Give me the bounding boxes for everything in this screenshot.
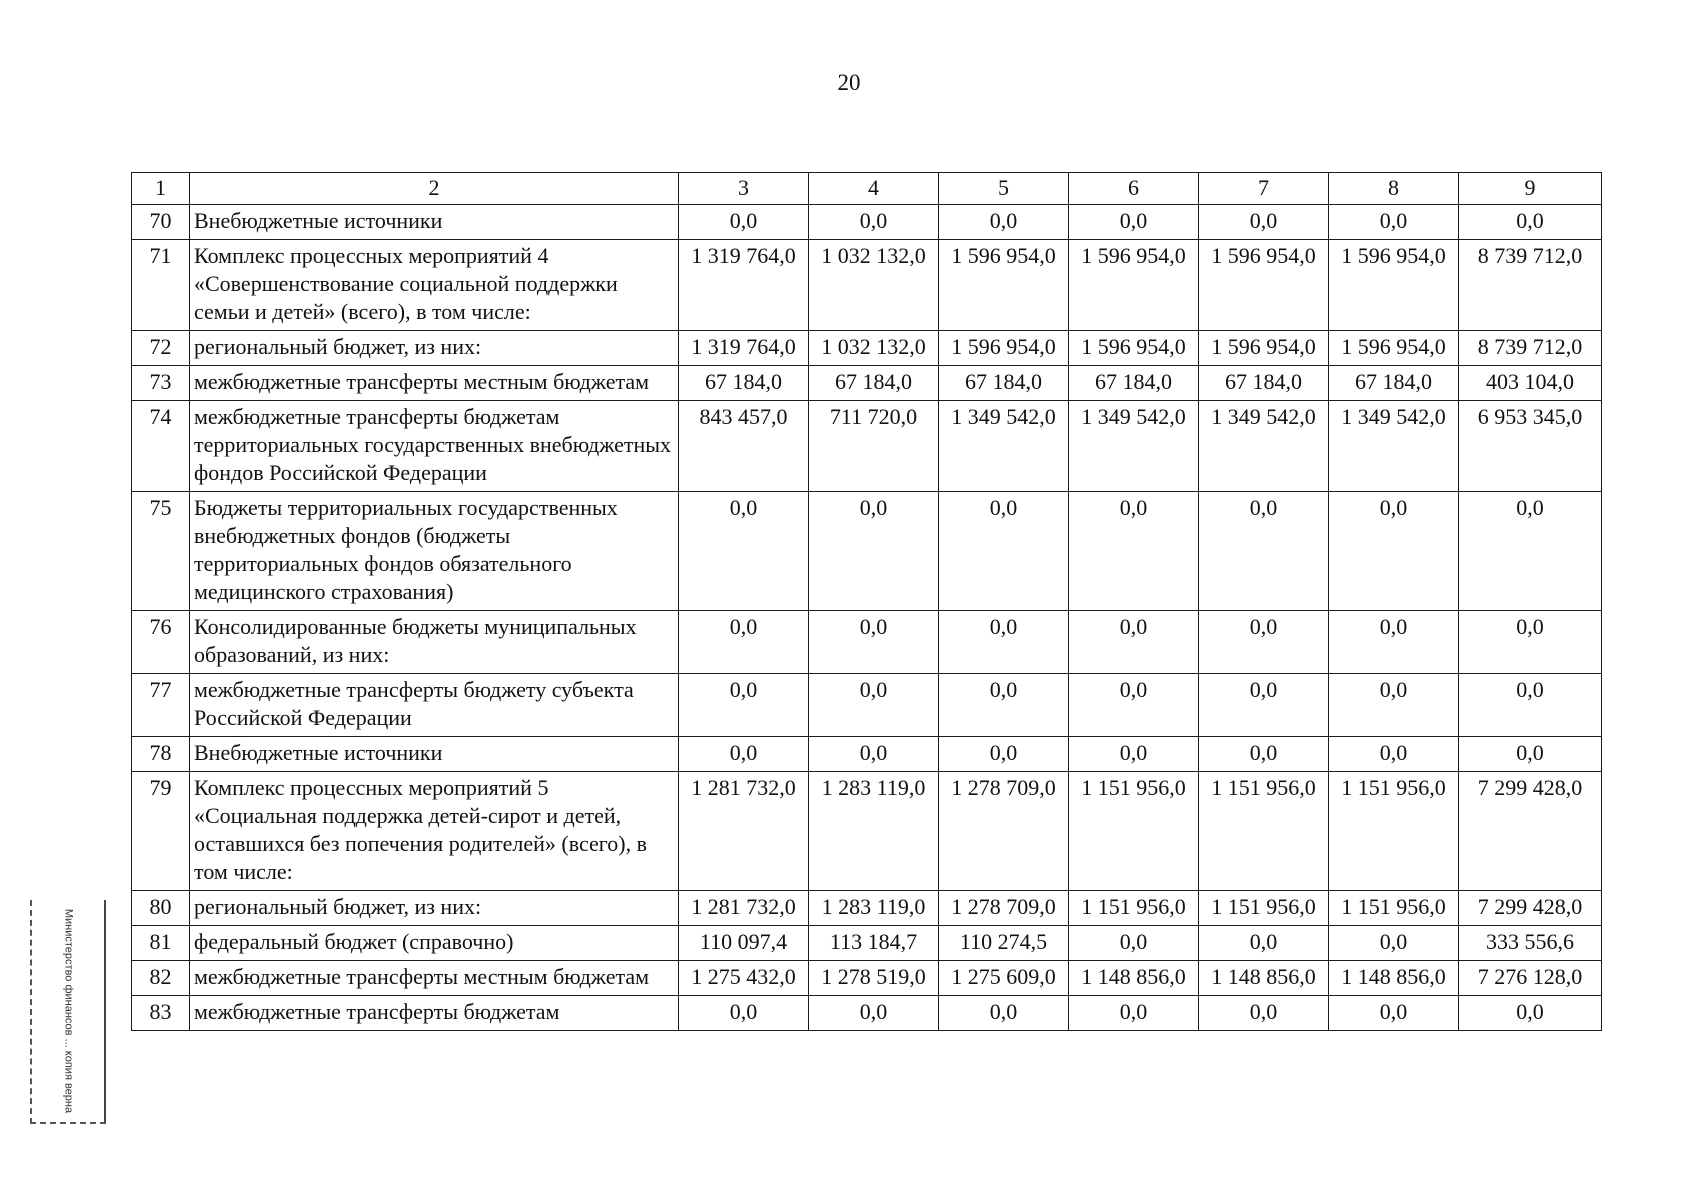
table-row — [132, 996, 1602, 1031]
value-cell-col8: 1 596 954,0 — [1329, 240, 1459, 331]
value-cell-col7: 1 148 856,0 — [1199, 961, 1329, 996]
value-cell-col3: 843 457,0 — [679, 401, 809, 492]
value-cell-col4: 1 283 119,0 — [809, 891, 939, 926]
table-row — [132, 772, 1602, 891]
row-name: региональный бюджет, из них: — [190, 891, 679, 926]
value-cell-col7: 0,0 — [1199, 205, 1329, 240]
value-cell-col9: 7 276 128,0 — [1459, 961, 1602, 996]
row-name: межбюджетные трансферты местным бюджетам — [190, 961, 679, 996]
value-cell-col8: 1 349 542,0 — [1329, 401, 1459, 492]
value-cell-col4: 711 720,0 — [809, 401, 939, 492]
value-cell-col9: 0,0 — [1459, 611, 1602, 674]
value-cell-col6: 0,0 — [1069, 996, 1199, 1031]
table-row — [132, 891, 1602, 926]
table-row — [132, 366, 1602, 401]
value-cell-col5: 1 278 709,0 — [939, 891, 1069, 926]
table-row — [132, 926, 1602, 961]
header-cell-3: 3 — [679, 173, 809, 205]
table-row — [132, 961, 1602, 996]
value-cell-col8: 1 151 956,0 — [1329, 891, 1459, 926]
row-name: межбюджетные трансферты местным бюджетам — [190, 366, 679, 401]
row-number: 72 — [132, 331, 190, 366]
value-cell-col8: 0,0 — [1329, 996, 1459, 1031]
value-cell-col3: 110 097,4 — [679, 926, 809, 961]
row-number: 80 — [132, 891, 190, 926]
value-cell-col8: 0,0 — [1329, 205, 1459, 240]
value-cell-col4: 0,0 — [809, 611, 939, 674]
value-cell-col9: 403 104,0 — [1459, 366, 1602, 401]
value-cell-col8: 1 148 856,0 — [1329, 961, 1459, 996]
value-cell-col4: 113 184,7 — [809, 926, 939, 961]
table-header-row — [132, 173, 1602, 205]
table-row — [132, 737, 1602, 772]
value-cell-col4: 0,0 — [809, 205, 939, 240]
value-cell-col3: 1 275 432,0 — [679, 961, 809, 996]
value-cell-col5: 0,0 — [939, 737, 1069, 772]
value-cell-col6: 67 184,0 — [1069, 366, 1199, 401]
value-cell-col8: 1 151 956,0 — [1329, 772, 1459, 891]
header-cell-8: 8 — [1329, 173, 1459, 205]
value-cell-col5: 0,0 — [939, 205, 1069, 240]
value-cell-col3: 1 319 764,0 — [679, 331, 809, 366]
value-cell-col7: 1 151 956,0 — [1199, 772, 1329, 891]
row-number: 74 — [132, 401, 190, 492]
value-cell-col4: 0,0 — [809, 737, 939, 772]
table-row — [132, 492, 1602, 611]
value-cell-col9: 333 556,6 — [1459, 926, 1602, 961]
row-number: 70 — [132, 205, 190, 240]
page-number: 20 — [837, 70, 861, 95]
value-cell-col6: 1 596 954,0 — [1069, 240, 1199, 331]
value-cell-col3: 0,0 — [679, 674, 809, 737]
value-cell-col7: 1 151 956,0 — [1199, 891, 1329, 926]
table-row — [132, 401, 1602, 492]
official-stamp — [30, 900, 106, 1124]
header-cell-7: 7 — [1199, 173, 1329, 205]
value-cell-col6: 1 349 542,0 — [1069, 401, 1199, 492]
header-cell-6: 6 — [1069, 173, 1199, 205]
value-cell-col5: 110 274,5 — [939, 926, 1069, 961]
row-name: межбюджетные трансферты бюджетам — [190, 996, 679, 1031]
value-cell-col9: 6 953 345,0 — [1459, 401, 1602, 492]
value-cell-col8: 0,0 — [1329, 737, 1459, 772]
value-cell-col5: 1 278 709,0 — [939, 772, 1069, 891]
header-cell-9: 9 — [1459, 173, 1602, 205]
value-cell-col5: 67 184,0 — [939, 366, 1069, 401]
row-name: Бюджеты территориальных государственных внебюджетных фондов (бюджеты территориальных фондов обязательного медицинского страхования) — [190, 492, 679, 611]
row-number: 83 — [132, 996, 190, 1031]
table-row — [132, 674, 1602, 737]
value-cell-col4: 1 278 519,0 — [809, 961, 939, 996]
value-cell-col7: 1 349 542,0 — [1199, 401, 1329, 492]
value-cell-col9: 0,0 — [1459, 996, 1602, 1031]
value-cell-col6: 1 151 956,0 — [1069, 891, 1199, 926]
value-cell-col3: 1 281 732,0 — [679, 891, 809, 926]
stamp-text: Министерство финансов ... копия верна — [62, 908, 75, 1114]
value-cell-col4: 1 032 132,0 — [809, 331, 939, 366]
value-cell-col8: 0,0 — [1329, 674, 1459, 737]
value-cell-col5: 0,0 — [939, 996, 1069, 1031]
table-row — [132, 611, 1602, 674]
value-cell-col8: 1 596 954,0 — [1329, 331, 1459, 366]
value-cell-col3: 0,0 — [679, 996, 809, 1031]
row-number: 77 — [132, 674, 190, 737]
value-cell-col4: 0,0 — [809, 996, 939, 1031]
value-cell-col3: 1 281 732,0 — [679, 772, 809, 891]
row-number: 73 — [132, 366, 190, 401]
row-number: 71 — [132, 240, 190, 331]
value-cell-col7: 0,0 — [1199, 737, 1329, 772]
value-cell-col7: 0,0 — [1199, 926, 1329, 961]
value-cell-col6: 0,0 — [1069, 205, 1199, 240]
value-cell-col7: 67 184,0 — [1199, 366, 1329, 401]
value-cell-col5: 1 596 954,0 — [939, 240, 1069, 331]
row-name: Внебюджетные источники — [190, 205, 679, 240]
value-cell-col7: 1 596 954,0 — [1199, 331, 1329, 366]
value-cell-col7: 0,0 — [1199, 492, 1329, 611]
value-cell-col3: 0,0 — [679, 205, 809, 240]
value-cell-col7: 0,0 — [1199, 611, 1329, 674]
value-cell-col8: 67 184,0 — [1329, 366, 1459, 401]
value-cell-col6: 1 596 954,0 — [1069, 331, 1199, 366]
value-cell-col8: 0,0 — [1329, 926, 1459, 961]
row-number: 76 — [132, 611, 190, 674]
value-cell-col9: 8 739 712,0 — [1459, 331, 1602, 366]
header-cell-4: 4 — [809, 173, 939, 205]
row-name: Комплекс процессных мероприятий 5 «Социальная поддержка детей-сирот и детей, оставшихся без попечения родителей» (всего), в том числе: — [190, 772, 679, 891]
value-cell-col9: 0,0 — [1459, 737, 1602, 772]
value-cell-col6: 0,0 — [1069, 492, 1199, 611]
header-cell-5: 5 — [939, 173, 1069, 205]
row-name: Комплекс процессных мероприятий 4 «Совершенствование социальной поддержки семьи и детей» (всего), в том числе: — [190, 240, 679, 331]
value-cell-col3: 67 184,0 — [679, 366, 809, 401]
value-cell-col9: 8 739 712,0 — [1459, 240, 1602, 331]
row-number: 81 — [132, 926, 190, 961]
value-cell-col5: 1 596 954,0 — [939, 331, 1069, 366]
value-cell-col7: 1 596 954,0 — [1199, 240, 1329, 331]
header-cell-1: 1 — [132, 173, 190, 205]
value-cell-col6: 1 148 856,0 — [1069, 961, 1199, 996]
value-cell-col6: 0,0 — [1069, 611, 1199, 674]
value-cell-col3: 0,0 — [679, 492, 809, 611]
row-name: федеральный бюджет (справочно) — [190, 926, 679, 961]
row-number: 78 — [132, 737, 190, 772]
value-cell-col5: 1 349 542,0 — [939, 401, 1069, 492]
row-number: 79 — [132, 772, 190, 891]
value-cell-col8: 0,0 — [1329, 492, 1459, 611]
header-cell-2: 2 — [190, 173, 679, 205]
row-name: межбюджетные трансферты бюджету субъекта Российской Федерации — [190, 674, 679, 737]
value-cell-col4: 0,0 — [809, 674, 939, 737]
value-cell-col9: 0,0 — [1459, 205, 1602, 240]
value-cell-col5: 1 275 609,0 — [939, 961, 1069, 996]
table-body — [132, 173, 1602, 1031]
value-cell-col6: 0,0 — [1069, 737, 1199, 772]
value-cell-col3: 1 319 764,0 — [679, 240, 809, 331]
value-cell-col3: 0,0 — [679, 611, 809, 674]
value-cell-col9: 7 299 428,0 — [1459, 891, 1602, 926]
row-number: 82 — [132, 961, 190, 996]
value-cell-col3: 0,0 — [679, 737, 809, 772]
table-row — [132, 240, 1602, 331]
row-name: Внебюджетные источники — [190, 737, 679, 772]
row-name: межбюджетные трансферты бюджетам территориальных государственных внебюджетных фондов Российской Федерации — [190, 401, 679, 492]
table-row — [132, 205, 1602, 240]
value-cell-col4: 0,0 — [809, 492, 939, 611]
value-cell-col9: 7 299 428,0 — [1459, 772, 1602, 891]
value-cell-col7: 0,0 — [1199, 674, 1329, 737]
value-cell-col6: 0,0 — [1069, 926, 1199, 961]
table-row — [132, 331, 1602, 366]
value-cell-col5: 0,0 — [939, 611, 1069, 674]
row-name: Консолидированные бюджеты муниципальных образований, из них: — [190, 611, 679, 674]
value-cell-col8: 0,0 — [1329, 611, 1459, 674]
budget-table — [131, 172, 1602, 1031]
value-cell-col6: 0,0 — [1069, 674, 1199, 737]
value-cell-col4: 1 283 119,0 — [809, 772, 939, 891]
row-name: региональный бюджет, из них: — [190, 331, 679, 366]
value-cell-col4: 1 032 132,0 — [809, 240, 939, 331]
value-cell-col9: 0,0 — [1459, 674, 1602, 737]
value-cell-col5: 0,0 — [939, 492, 1069, 611]
value-cell-col7: 0,0 — [1199, 996, 1329, 1031]
value-cell-col9: 0,0 — [1459, 492, 1602, 611]
value-cell-col6: 1 151 956,0 — [1069, 772, 1199, 891]
value-cell-col5: 0,0 — [939, 674, 1069, 737]
value-cell-col4: 67 184,0 — [809, 366, 939, 401]
row-number: 75 — [132, 492, 190, 611]
